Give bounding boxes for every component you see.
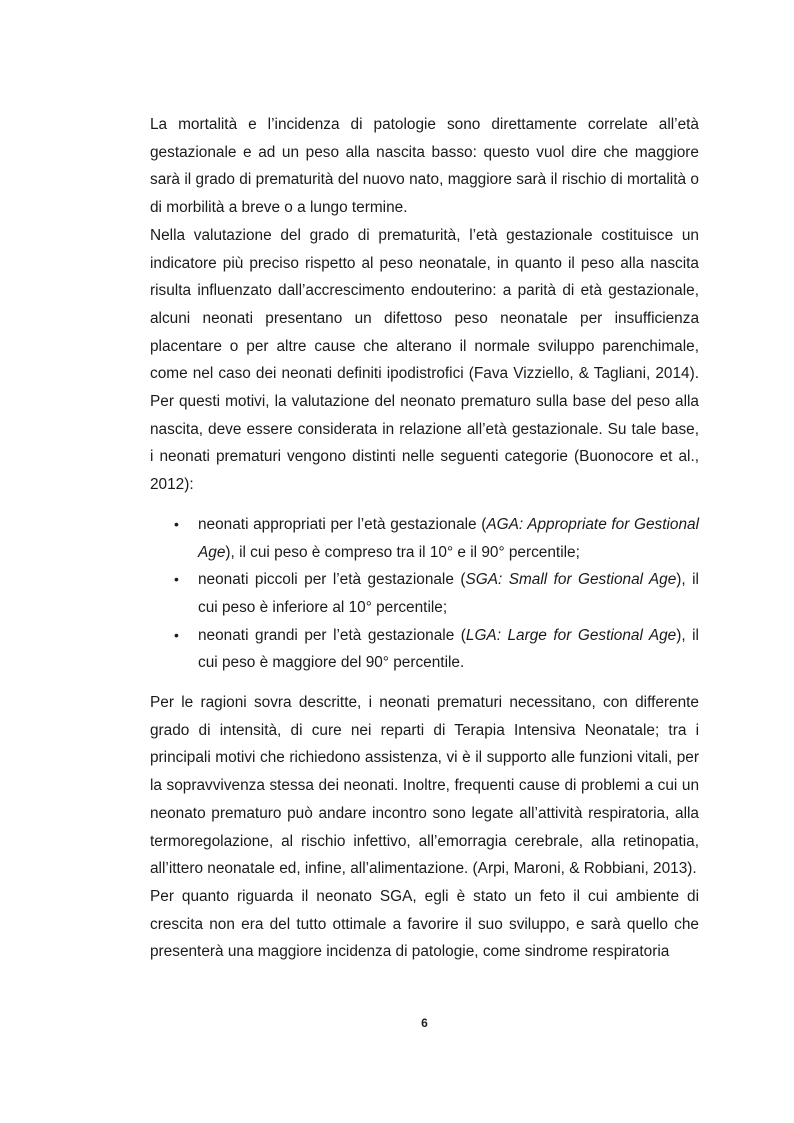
list-item-text: ), il cui peso è compreso tra il 10° e il 90° percentile; [225, 543, 580, 561]
spacer [150, 677, 699, 689]
list-item-term: SGA: Small for Gestional Age [465, 571, 677, 589]
list-item-text: neonati grandi per l’età gestazionale ( [198, 626, 466, 644]
list-item-lga [174, 622, 699, 677]
list-item-term: AGA: Appropriate for Gestional Age [198, 515, 699, 561]
document-body [150, 111, 699, 966]
page-number: 6 [421, 1016, 428, 1030]
bullet-icon: • [174, 515, 179, 532]
list-item-text: neonati piccoli per l’età gestazionale ( [198, 571, 466, 589]
list-item-text: ), il cui peso è maggiore del 90° percentile. [198, 626, 699, 672]
paragraph-sga-newborn: Per quanto riguarda il neonato SGA, egli è stato un feto il cui ambiente di crescita non era del tutto ottimale a favorire il suo sviluppo, e sarà quello che presenterà una maggiore incidenza di patologie, come sindrome respiratoria [150, 887, 699, 961]
list-item-text: neonati appropriati per l’età gestazionale ( [198, 515, 487, 533]
paragraph-prematurity-assessment: Nella valutazione del grado di prematurità, l’età gestazionale costituisce un indicatore più preciso rispetto al peso neonatale, in quanto il peso alla nascita risulta influenzato dall’accrescimento endouterino: a parità di età gestazionale, alcuni neonati presentano un difettoso peso neonatale per insufficienza placentare o per altre cause che alterano il normale sviluppo parenchimale, come nel caso dei neonati definiti ipodistrofici (Fava Vizziello, & Tagliani, 2014). Per questi motivi, la valutazione del neonato prematuro sulla base del peso alla nascita, deve essere considerata in relazione all’età gestazionale. Su tale base, i neonati prematuri vengono distinti nelle seguenti categorie (Buonocore et al., 2012): [150, 226, 699, 494]
paragraph-mortality: La mortalità e l’incidenza di patologie sono direttamente correlate all’età gestazionale e ad un peso alla nascita basso: questo vuol dire che maggiore sarà il grado di prematurità del nuovo nato, maggiore sarà il rischio di mortalità o di morbilità a breve o a lungo termine. [150, 116, 699, 217]
list-item-term: LGA: Large for Gestional Age [465, 626, 677, 644]
list-item-aga [174, 511, 699, 566]
list-item-text: ), il cui peso è inferiore al 10° percentile; [198, 571, 699, 616]
paragraph-intensive-care: Per le ragioni sovra descritte, i neonati prematuri necessitano, con differente grado di intensità, di cure nei reparti di Terapia Intensiva Neonatale; tra i principali motivi che richiedono assistenza, vi è il supporto alle funzioni vitali, per la sopravvivenza stessa dei neonati. Inoltre, frequenti cause di problemi a cui un neonato prematuro può andare incontro sono legate all’attività respiratoria, alla termoregolazione, al rischio infettivo, all’emorragia cerebrale, alla retinopatia, all’ittero neonatale ed, infine, all’alimentazione. (Arpi, Maroni, & Robbiani, 2013). [150, 694, 699, 878]
bullet-icon: • [174, 571, 179, 588]
bullet-icon: • [174, 626, 179, 643]
spacer [150, 499, 699, 511]
bullet-list-categories [150, 511, 699, 677]
list-item-sga [174, 566, 699, 621]
